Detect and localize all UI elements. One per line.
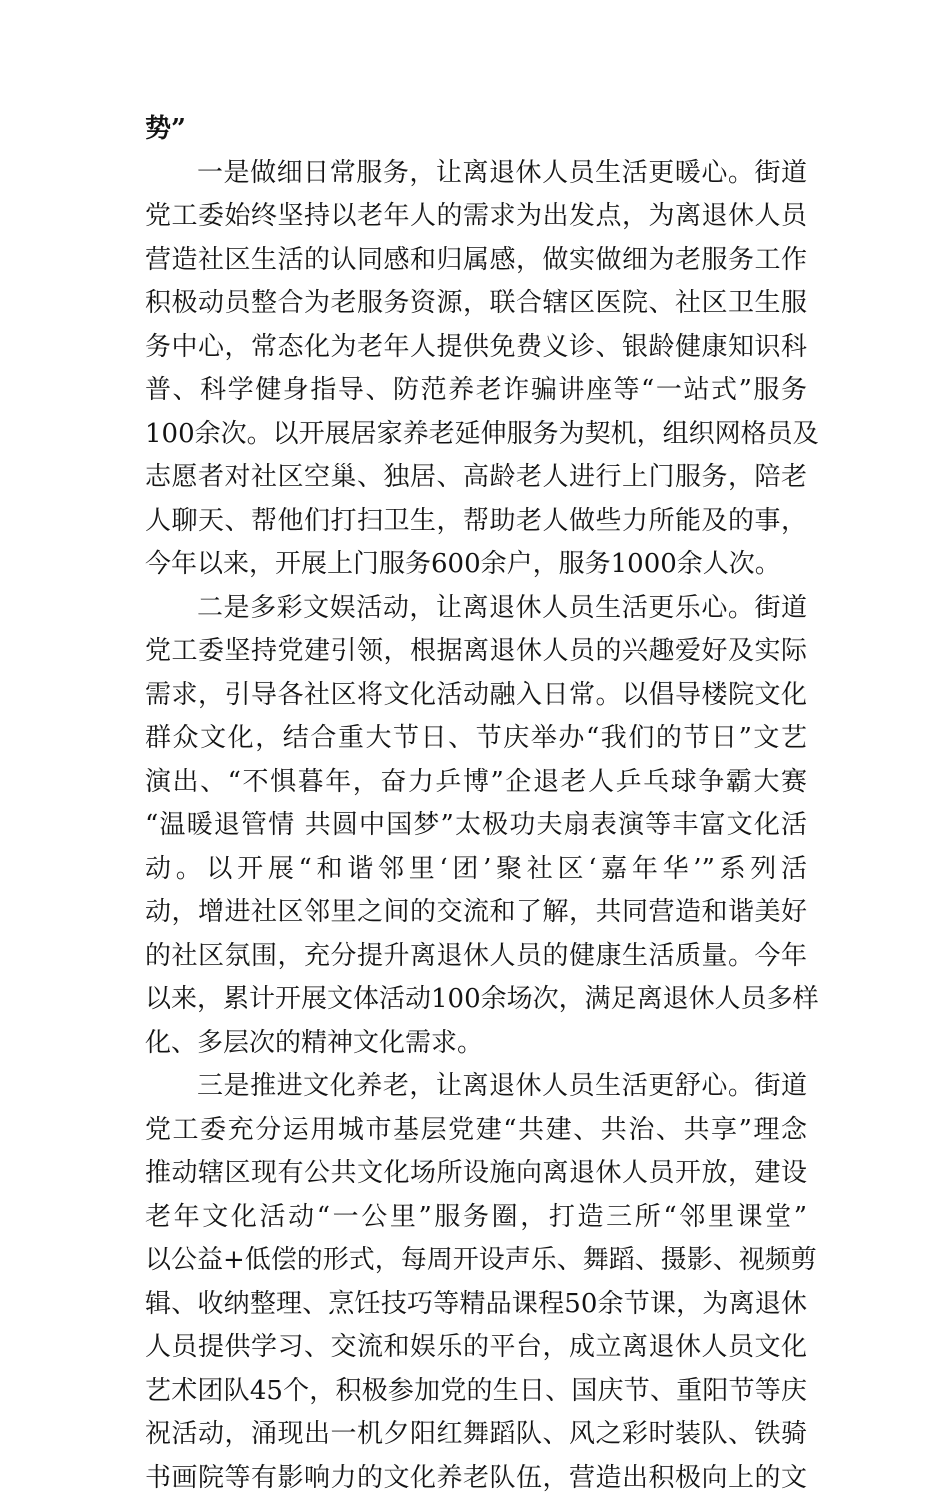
paragraph-line: 书画院等有影响力的文化养老队伍，营造出积极向上的文 bbox=[145, 1457, 807, 1500]
paragraph-line: 艺术团队45个，积极参加党的生日、国庆节、重阳节等庆 bbox=[145, 1370, 807, 1414]
paragraph-line: 营造社区生活的认同感和归属感，做实做细为老服务工作 bbox=[145, 239, 807, 283]
paragraph-line: 演出、“不惧暮年，奋力乒博”企退老人乒乓球争霸大赛 bbox=[145, 761, 807, 805]
paragraph-line: 三是推进文化养老，让离退休人员生活更舒心。街道 bbox=[145, 1065, 807, 1109]
paragraph-line: 一是做细日常服务，让离退休人员生活更暖心。街道 bbox=[145, 152, 807, 196]
paragraph-line: “温暖退管情 共圆中国梦”太极功夫扇表演等丰富文化活 bbox=[145, 804, 807, 848]
paragraph-line: 今年以来，开展上门服务600余户，服务1000余人次。 bbox=[145, 543, 807, 587]
paragraph-line: 积极动员整合为老服务资源，联合辖区医院、社区卫生服 bbox=[145, 282, 807, 326]
paragraph-line: 祝活动，涌现出一机夕阳红舞蹈队、风之彩时装队、铁骑 bbox=[145, 1413, 807, 1457]
paragraph-line: 以公益+低偿的形式，每周开设声乐、舞蹈、摄影、视频剪 bbox=[145, 1239, 807, 1283]
paragraph-line: 务中心，常态化为老年人提供免费义诊、银龄健康知识科 bbox=[145, 326, 807, 370]
paragraph-line: 辑、收纳整理、烹饪技巧等精品课程50余节课，为离退休 bbox=[145, 1283, 807, 1327]
paragraph-3 bbox=[145, 1065, 807, 1500]
paragraph-line: 党工委充分运用城市基层党建“共建、共治、共享”理念 bbox=[145, 1109, 807, 1153]
paragraph-line: 志愿者对社区空巢、独居、高龄老人进行上门服务，陪老 bbox=[145, 456, 807, 500]
paragraph-line: 的社区氛围，充分提升离退休人员的健康生活质量。今年 bbox=[145, 935, 807, 979]
paragraph-line: 党工委始终坚持以老年人的需求为出发点，为离退休人员 bbox=[145, 195, 807, 239]
paragraph-line: 党工委坚持党建引领，根据离退休人员的兴趣爱好及实际 bbox=[145, 630, 807, 674]
paragraph-line: 动。以开展“和谐邻里‘团’聚社区‘嘉年华’”系列活 bbox=[145, 848, 807, 892]
paragraph-line: 推动辖区现有公共文化场所设施向离退休人员开放，建设 bbox=[145, 1152, 807, 1196]
paragraph-line: 化、多层次的精神文化需求。 bbox=[145, 1022, 807, 1066]
paragraph-line: 需求，引导各社区将文化活动融入日常。以倡导楼院文化 bbox=[145, 674, 807, 718]
paragraph-line: 普、科学健身指导、防范养老诈骗讲座等“一站式”服务 bbox=[145, 369, 807, 413]
document-body bbox=[145, 108, 807, 1500]
paragraph-line: 100余次。以开展居家养老延伸服务为契机，组织网格员及 bbox=[145, 413, 807, 457]
heading-fragment: 势” bbox=[145, 108, 807, 152]
paragraph-line: 人员提供学习、交流和娱乐的平台，成立离退休人员文化 bbox=[145, 1326, 807, 1370]
paragraph-line: 二是多彩文娱活动，让离退休人员生活更乐心。街道 bbox=[145, 587, 807, 631]
paragraph-line: 以来，累计开展文体活动100余场次，满足离退休人员多样 bbox=[145, 978, 807, 1022]
paragraph-line: 动，增进社区邻里之间的交流和了解，共同营造和谐美好 bbox=[145, 891, 807, 935]
paragraph-line: 人聊天、帮他们打扫卫生，帮助老人做些力所能及的事， bbox=[145, 500, 807, 544]
paragraph-2 bbox=[145, 587, 807, 1066]
paragraph-1 bbox=[145, 152, 807, 587]
paragraph-line: 群众文化，结合重大节日、节庆举办“我们的节日”文艺 bbox=[145, 717, 807, 761]
paragraph-line: 老年文化活动“一公里”服务圈，打造三所“邻里课堂” bbox=[145, 1196, 807, 1240]
